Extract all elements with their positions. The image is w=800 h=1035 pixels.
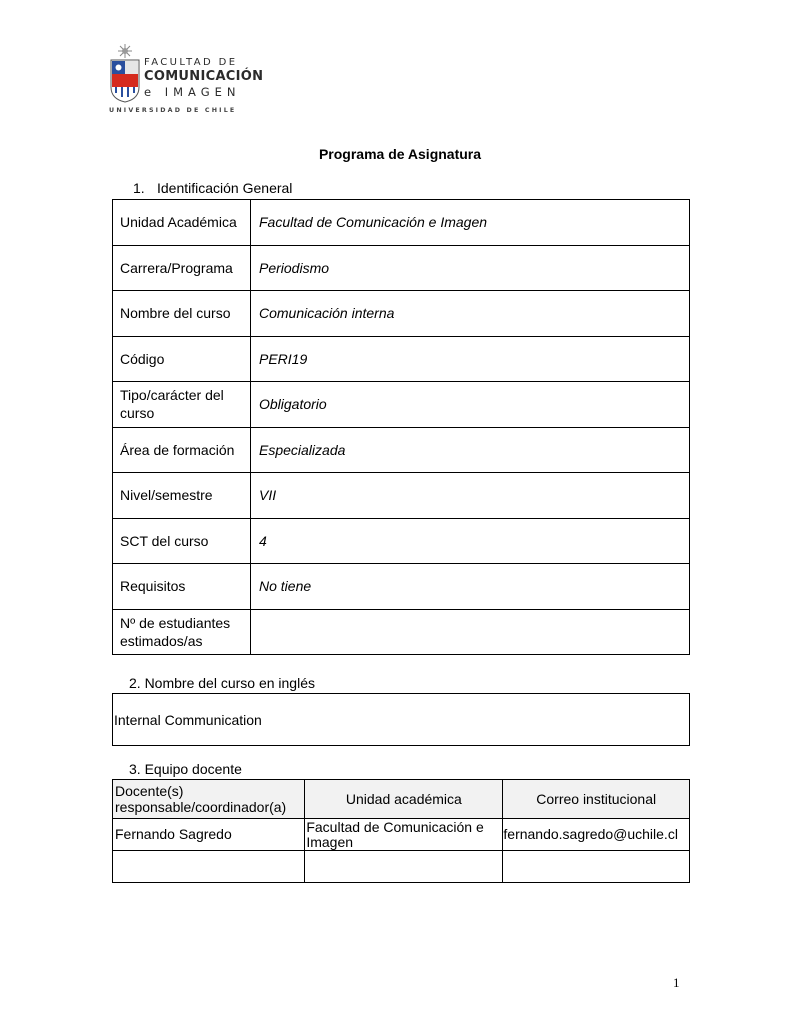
table-row	[113, 382, 690, 428]
table-row	[113, 564, 690, 610]
teacher-unit: Facultad de Comunicación e Imagen	[305, 819, 503, 851]
row-value: 4	[251, 518, 690, 564]
column-header-teacher: Docente(s) responsable/coordinador(a)	[113, 780, 305, 819]
row-value: Facultad de Comunicación e Imagen	[251, 200, 690, 246]
table-header-row	[113, 780, 690, 819]
row-value: VII	[251, 473, 690, 519]
teacher-email: fernando.sagredo@uchile.cl	[503, 819, 690, 851]
section-3-heading: 3. Equipo docente	[129, 761, 242, 777]
row-label: SCT del curso	[113, 518, 251, 564]
table-row	[113, 291, 690, 337]
table-row	[113, 518, 690, 564]
document-title: Programa de Asignatura	[318, 146, 482, 162]
row-value: Especializada	[251, 427, 690, 473]
row-label: Nº de estudiantes estimados/as	[113, 609, 251, 655]
faculty-logo	[108, 43, 264, 118]
table-row	[113, 851, 690, 883]
logo-line-2: COMUNICACIÓN	[144, 69, 264, 84]
identification-table	[112, 199, 690, 655]
logo-university: UNIVERSIDAD DE CHILE	[109, 107, 237, 114]
row-label: Carrera/Programa	[113, 245, 251, 291]
row-value: No tiene	[251, 564, 690, 610]
teacher-name: Fernando Sagredo	[113, 819, 305, 851]
table-row	[113, 427, 690, 473]
english-course-name: Internal Communication	[113, 694, 690, 746]
row-value: PERI19	[251, 336, 690, 382]
logo-line-3: e IMAGEN	[144, 85, 241, 99]
table-row	[113, 819, 690, 851]
university-seal-icon	[108, 43, 142, 103]
row-label: Área de formación	[113, 427, 251, 473]
english-name-table	[112, 693, 690, 746]
row-value: Obligatorio	[251, 382, 690, 428]
table-row	[113, 200, 690, 246]
row-label: Tipo/carácter del curso	[113, 382, 251, 428]
section-1-number: 1.	[133, 180, 145, 196]
section-1-heading	[133, 180, 292, 196]
section-2-heading: 2. Nombre del curso en inglés	[129, 675, 315, 691]
logo-line-1: FACULTAD DE	[144, 57, 238, 68]
table-row	[113, 245, 690, 291]
table-row	[113, 473, 690, 519]
row-label: Código	[113, 336, 251, 382]
teacher-unit	[305, 851, 503, 883]
column-header-unit: Unidad académica	[305, 780, 503, 819]
teacher-email	[503, 851, 690, 883]
section-1-heading-text: Identificación General	[157, 180, 293, 196]
page-number: 1	[673, 975, 680, 990]
table-row	[113, 694, 690, 746]
table-row	[113, 336, 690, 382]
row-label: Nombre del curso	[113, 291, 251, 337]
row-value: Periodismo	[251, 245, 690, 291]
row-value	[251, 609, 690, 655]
row-value: Comunicación interna	[251, 291, 690, 337]
teaching-team-table	[112, 779, 690, 883]
row-label: Unidad Académica	[113, 200, 251, 246]
column-header-email: Correo institucional	[503, 780, 690, 819]
teacher-name	[113, 851, 305, 883]
row-label: Requisitos	[113, 564, 251, 610]
table-row	[113, 609, 690, 655]
row-label: Nivel/semestre	[113, 473, 251, 519]
